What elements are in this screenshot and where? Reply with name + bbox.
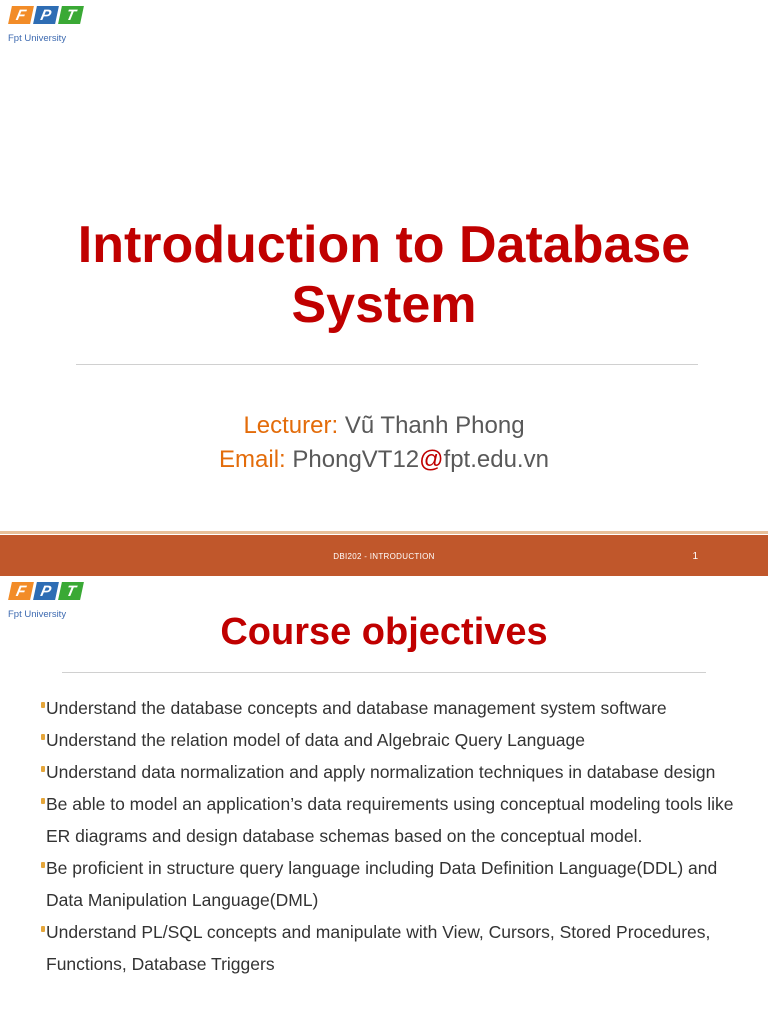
fpt-university-logo [8, 6, 88, 46]
objectives-slide [0, 576, 768, 1024]
lecturer-label: Lecturer: [243, 412, 339, 439]
slide-title [0, 215, 768, 335]
bullet-icon [41, 702, 45, 708]
bullet-icon [41, 766, 45, 772]
list-item [44, 916, 744, 980]
logo-letter-p: P [33, 582, 59, 600]
email-address[interactable] [292, 446, 549, 473]
objective-text: Understand the relation model of data and Algebraic Query Language [46, 730, 585, 750]
objective-text: Understand the database concepts and database management system software [46, 698, 667, 718]
slide-title: Course objectives [220, 611, 548, 653]
logo-subtitle: Fpt University [8, 33, 67, 44]
logo-letter-t: T [58, 582, 84, 600]
logo-letter-p: P [33, 6, 59, 24]
email-label: Email: [219, 446, 286, 473]
list-item [44, 852, 744, 916]
fpt-logo-mark [10, 582, 82, 600]
bullet-icon [41, 798, 45, 804]
list-item [44, 788, 744, 852]
slide-footer [0, 535, 768, 576]
email-at: @ [419, 446, 444, 473]
objective-text: Be proficient in structure query language including Data Definition Language(DDL) and Data Manipulation Language(DML) [46, 858, 718, 910]
objective-text: Understand PL/SQL concepts and manipulate with View, Cursors, Stored Procedures, Functions, Database Triggers [46, 922, 711, 974]
email-user: PhongVT12 [292, 446, 420, 473]
title-divider [76, 364, 698, 365]
title-divider [62, 672, 706, 673]
slide-title-line-1: Introduction to Database [77, 216, 691, 274]
lecturer-line [0, 412, 768, 440]
list-item [44, 692, 744, 724]
footer-page-number: 1 [692, 551, 698, 562]
logo-letter-t: T [58, 6, 84, 24]
logo-letter-f: F [8, 582, 34, 600]
objective-text: Understand data normalization and apply normalization techniques in database design [46, 762, 716, 782]
bullet-icon [41, 862, 45, 868]
objectives-list [44, 692, 744, 980]
email-domain: fpt.edu.vn [443, 446, 549, 473]
footer-course-text: DBI202 - INTRODUCTION [333, 552, 435, 561]
footer-accent-band [0, 531, 768, 534]
list-item [44, 756, 744, 788]
logo-letter-f: F [8, 6, 34, 24]
list-item [44, 724, 744, 756]
objective-text: Be able to model an application’s data requirements using conceptual modeling tools like ER diagrams and design database schemas based on the conceptual model. [46, 794, 734, 846]
logo-subtitle: Fpt University [8, 609, 67, 620]
fpt-logo-mark [10, 6, 82, 24]
email-line [0, 446, 768, 474]
lecturer-name: Vũ Thanh Phong [344, 412, 525, 439]
bullet-icon [41, 926, 45, 932]
bullet-icon [41, 734, 45, 740]
slide-title-line-2: System [291, 276, 477, 334]
